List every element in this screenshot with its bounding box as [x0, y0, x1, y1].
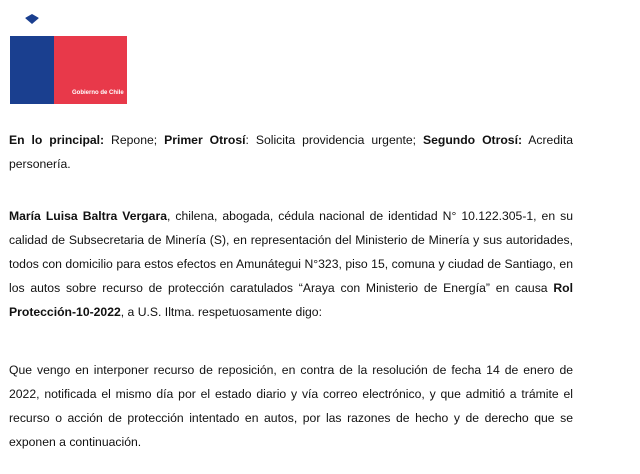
appearance-text: , chilena, abogada, cédula nacional de identidad N° 10.122.305-1, en su calidad de Subsecretaria de Minería (S), en representación del Ministerio de Minería y sus autoridades, todos con domicilio para estos efectos en Amunátegui N°323, piso 15, comuna y ciudad de Santiago, en los autos sobre recurso de protección caratulados “Araya con Ministerio de Energía” en causa: [9, 209, 573, 295]
ministerio-logo: [10, 2, 127, 104]
summary-paragraph: [9, 128, 573, 176]
logo-title-line1: Ministerio de: [60, 12, 116, 22]
segundo-otrosi-label: Segundo Otrosí:: [423, 133, 523, 147]
logo-title-line2: Minería: [60, 22, 92, 32]
logo-subtitle: Gobierno de Chile: [72, 90, 124, 96]
petition-paragraph: Que vengo en interponer recurso de reposición, en contra de la resolución de fecha 14 de enero de 2022, notificada el mismo día por el estado diario y vía correo electrónico, y que admitió a trámite el recurso o acción de protección intentado en autos, por las razones de hecho y de derecho que se exponen a continuación.: [9, 363, 573, 449]
appearance-closing: , a U.S. Iltma. respetuosamente digo:: [120, 305, 322, 319]
primer-otrosi-label: Primer Otrosí: [164, 133, 246, 147]
appearance-paragraph: [9, 204, 573, 324]
logo-title: [60, 12, 116, 32]
coat-of-arms-icon: [14, 4, 50, 34]
attorney-name: María Luisa Baltra Vergara: [9, 209, 167, 223]
logo-blue-band: [10, 36, 54, 104]
case-rol: Rol Protección-10-2022: [9, 281, 573, 319]
principal-label: En lo principal:: [9, 133, 105, 147]
segundo-otrosi-text: Acredita personería.: [9, 133, 573, 171]
principal-text: Repone;: [104, 133, 165, 147]
primer-otrosi-text: : Solicita providencia urgente;: [245, 133, 423, 147]
